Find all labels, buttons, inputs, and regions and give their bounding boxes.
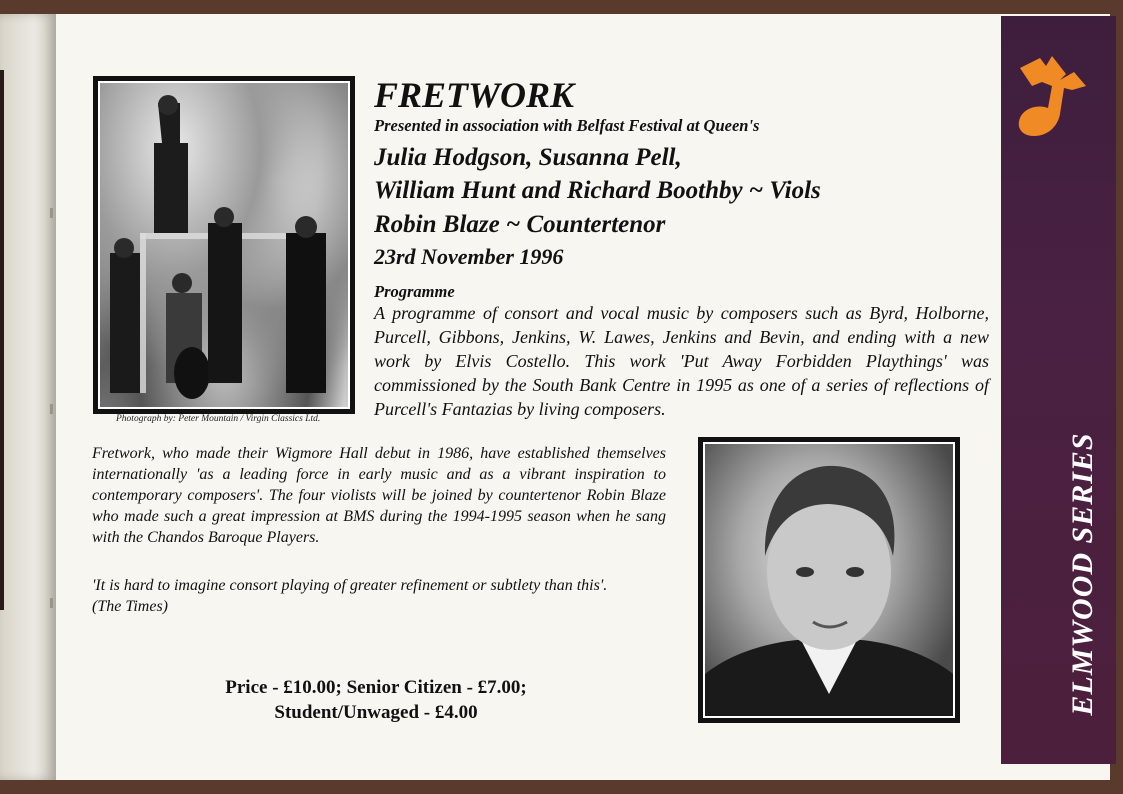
music-note-icon xyxy=(1012,52,1092,144)
group-photo-figures xyxy=(100,83,348,407)
ensemble-bio: Fretwork, who made their Wigmore Hall debut in 1986, have established themselves internationally 'as a leading force in early music and as a vibrant inspiration to contemporary composers'. The four violists will be joined by countertenor Robin Blaze who made such a great impression at BMS during the 1994-1995 season when he sang with the Chandos Baroque Players. xyxy=(92,445,666,546)
quote-text: 'It is hard to imagine consort playing of greater refinement or subtlety than this'. xyxy=(92,577,608,594)
binding-stitch xyxy=(50,208,53,218)
binding-stitch xyxy=(50,598,53,608)
left-page-spine xyxy=(0,70,4,610)
programme-heading: Programme xyxy=(374,282,455,301)
price-info xyxy=(166,675,586,725)
group-photo xyxy=(93,76,355,414)
quote-source: (The Times) xyxy=(92,598,168,615)
performer-line: Julia Hodgson, Susanna Pell, xyxy=(374,144,682,171)
left-page-edge xyxy=(0,14,56,780)
programme-text: A programme of consort and vocal music by composers such as Byrd, Holborne, Purcell, Gibbons, Jenkins, W. Lawes, Jenkins and Bevin, and ending with a new work by Elvis Costello. This work 'Put Away Forbidden Playthings' was commissioned by the South Bank Centre in 1995 as one of a series of reflections of Purcell's Fantazias by living composers. xyxy=(374,303,989,419)
event-title: FRETWORK xyxy=(374,75,575,115)
binding-stitch xyxy=(50,404,53,414)
price-line: Price - £10.00; Senior Citizen - £7.00; xyxy=(225,677,527,698)
performer-line: William Hunt and Richard Boothby ~ Viols xyxy=(374,177,821,204)
portrait-photo xyxy=(698,437,960,723)
performer-line: Robin Blaze ~ Countertenor xyxy=(374,211,666,238)
press-quote xyxy=(92,575,672,617)
portrait-figure xyxy=(705,444,953,716)
event-date: 23rd November 1996 xyxy=(374,244,564,269)
price-line: Student/Unwaged - £4.00 xyxy=(274,702,478,723)
series-label: ELMWOOD SERIES xyxy=(1066,432,1099,716)
presented-by: Presented in association with Belfast Festival at Queen's xyxy=(374,116,760,135)
photo-credit: Photograph by: Peter Mountain / Virgin Classics Ltd. xyxy=(116,414,321,424)
